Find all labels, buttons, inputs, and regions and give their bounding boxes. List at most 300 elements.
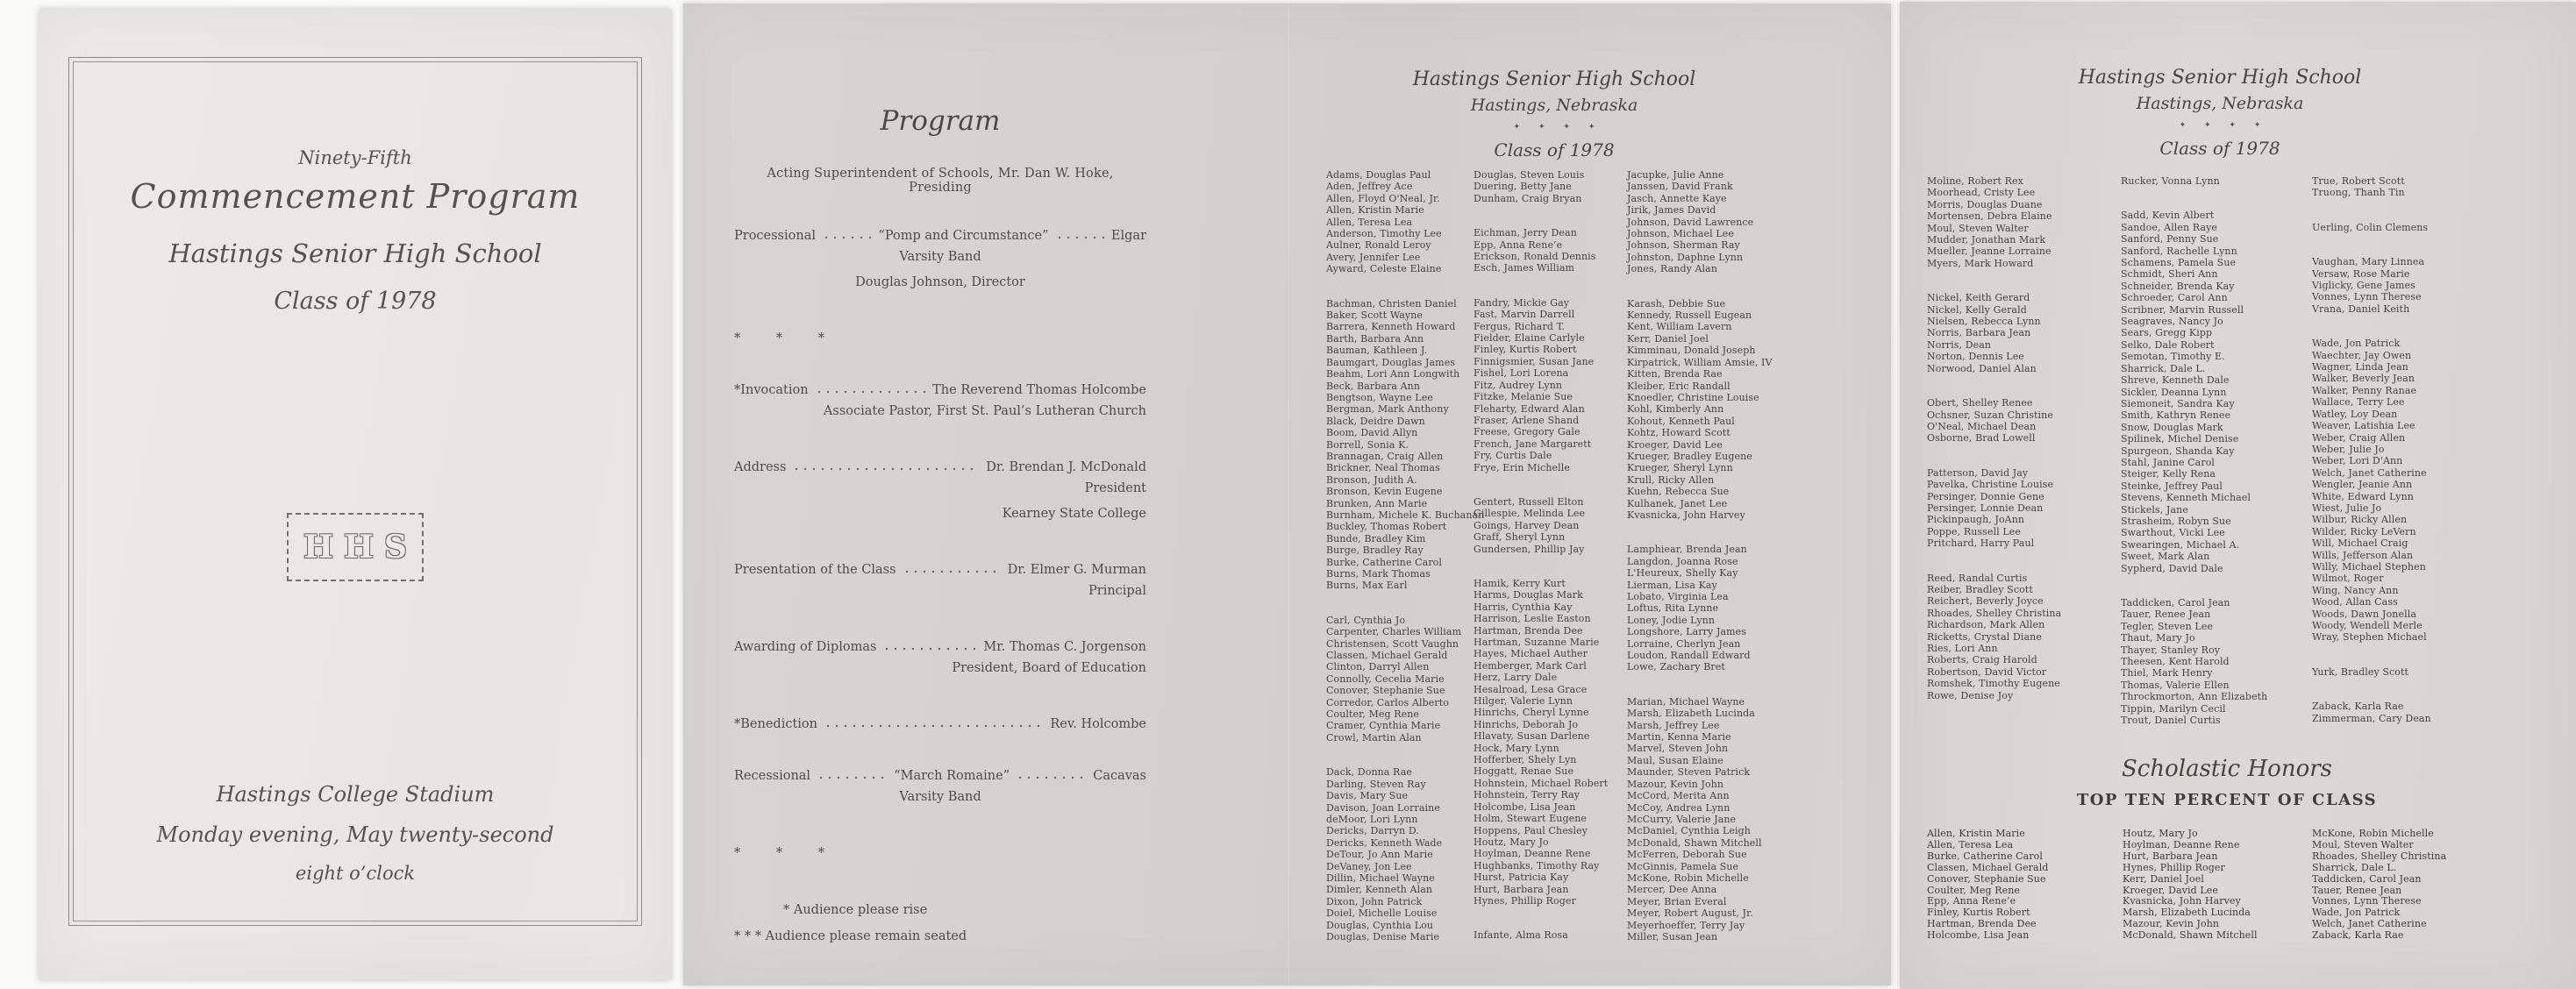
class-list-entry: Mudder, Jonathan Mark (1927, 234, 2046, 246)
class-list-entry: Adams, Douglas Paul (1326, 169, 1431, 181)
class-list-entry: Moorhead, Cristy Lee (1927, 187, 2036, 199)
class-list-entry: Infante, Alma Rosa (1474, 929, 1568, 942)
class-list-entry: Holcombe, Lisa Jean (1927, 929, 2030, 942)
class-list-entry: Bauman, Kathleen J. (1326, 345, 1428, 357)
class-list-entry: Theesen, Kent Harold (2121, 656, 2230, 668)
class-list-entry: Obert, Shelley Renee (1927, 397, 2033, 409)
class-list-entry: Loudon, Randall Edward (1627, 650, 1751, 662)
class-list-entry: Finley, Kurtis Robert (1474, 344, 1577, 356)
class-list-entry: Maunder, Steven Patrick (1627, 766, 1751, 779)
class-list-entry: Esch, James William (1474, 262, 1575, 274)
class-list-entry: Epp, Anna Rene’e (1927, 895, 2016, 907)
class-list-entry: Fraser, Arlene Shand (1474, 414, 1580, 426)
class-list-entry: Wade, Jon Patrick (2312, 338, 2401, 350)
class-list-entry: Willy, Michael Stephen (2312, 560, 2426, 573)
class-list-entry: Allen, Floyd O'Neal, Jr. (1326, 192, 1440, 204)
cover-school-name: Hastings Senior High School (168, 238, 542, 268)
class-list-entry: Holcombe, Lisa Jean (1474, 800, 1576, 813)
class-list-entry: Harrison, Leslie Easton (1474, 613, 1591, 625)
cover-class-line: Class of 1978 (274, 288, 437, 315)
class-list-entry: Selko, Dale Robert (2121, 338, 2215, 351)
program-item-right: Elgar (1110, 229, 1147, 243)
roster-heading-mid (1309, 67, 1800, 163)
class-list-entry: Strasheim, Robyn Sue (2121, 515, 2231, 527)
class-list-entry: Bengtson, Wayne Lee (1326, 391, 1433, 403)
class-list-entry: Fergus, Richard T. (1474, 320, 1565, 332)
class-list-entry: Kennedy, Russell Eugean (1627, 310, 1752, 322)
class-list-entry: Hohnstein, Terry Ray (1474, 789, 1581, 801)
class-list-entry: Hurt, Barbara Jean (2123, 850, 2218, 862)
program-item-subline: Varsity Band (899, 250, 981, 264)
asterisk-separator: * * * (734, 331, 840, 345)
class-list-entry: Hynes, Phillip Roger (2123, 861, 2225, 873)
class-list-entry: Thaut, Mary Jo (2121, 632, 2195, 644)
roster-letter-group (1627, 696, 1824, 943)
program-item-row (734, 639, 1146, 656)
class-list-entry: Erickson, Ronald Dennis (1474, 251, 1596, 263)
class-list-entry: Burns, Mark Thomas (1326, 568, 1431, 580)
class-list-entry: Wilbur, Ricky Allen (2312, 514, 2408, 526)
class-list-entry: Hoylman, Deanne Rene (2123, 838, 2240, 850)
class-list-entry: Woody, Wendell Merle (2312, 620, 2423, 631)
class-list-entry: Dericks, Kenneth Wade (1326, 836, 1443, 849)
roster-letter-group (1927, 573, 2124, 701)
cover-venue-line: Hastings College Stadium (216, 782, 495, 807)
dotted-leader (817, 771, 888, 779)
class-list-entry: Sanford, Penny Sue (2121, 233, 2219, 245)
class-list-entry: Burke, Catherine Carol (1326, 556, 1443, 568)
class-list-entry: McFerren, Deborah Sue (1627, 849, 1747, 861)
program-item (734, 459, 1146, 527)
roster-letter-group (1627, 298, 1824, 522)
program-item-label: *Benediction (734, 717, 817, 731)
class-list-entry: Classen, Michael Gerald (1326, 650, 1448, 662)
class-list-entry: French, Jane Margarett (1474, 438, 1592, 450)
class-list-entry: Wilmot, Roger (2312, 573, 2384, 585)
roster-letter-group (2312, 222, 2509, 233)
class-list-entry: McKone, Robin Michelle (2312, 828, 2434, 839)
roster-letter-group (2312, 338, 2509, 644)
roster-heading-school: Hastings Senior High School (2078, 67, 2362, 89)
class-list-entry: Stevens, Kenneth Michael (2121, 492, 2251, 504)
class-list-entry: Bronson, Judith A. (1326, 473, 1417, 486)
class-list-entry: Gundersen, Phillip Jay (1474, 543, 1585, 555)
class-list-entry: Loftus, Rita Lynne (1627, 602, 1719, 615)
program-item-subline: Douglas Johnson, Director (855, 275, 1025, 289)
class-list-entry: Johnson, Sherman Ray (1627, 239, 1740, 252)
class-list-entry: Allen, Kristin Marie (1927, 828, 2025, 839)
class-list-entry: Pritchard, Harry Paul (1927, 537, 2035, 550)
class-list-entry: Loney, Jodie Lynn (1627, 614, 1716, 626)
program-item-subline: Principal (1088, 584, 1146, 598)
class-list-entry: Harris, Cynthia Kay (1474, 601, 1573, 613)
dotted-leader (792, 462, 980, 471)
class-list-entry: Kirpatrick, William Amsie, IV (1627, 356, 1773, 368)
class-list-entry: Thomas, Valerie Ellen (2121, 679, 2230, 691)
class-list-entry: Moul, Steven Walter (2312, 838, 2414, 850)
roster-letter-group (1927, 292, 2124, 374)
class-list-entry: Gentert, Russell Elton (1474, 495, 1584, 508)
class-list-entry: Ochsner, Suzan Christine (1927, 409, 2053, 421)
class-list-entry: Rowe, Denise Joy (1927, 689, 2014, 701)
class-list-entry: Rhoades, Shelley Christina (1927, 607, 2062, 619)
program-footnote-rise: * Audience please rise (783, 903, 928, 917)
roster-letter-group (2312, 666, 2509, 678)
class-list-entry: Throckmorton, Ann Elizabeth (2121, 691, 2268, 703)
class-list-entry: Hesalroad, Lesa Grace (1474, 683, 1588, 695)
class-list-entry: Pavelka, Christine Louise (1927, 479, 2054, 491)
class-list-entry: Coulter, Meg Rene (1927, 884, 2021, 896)
roster-letter-group (2312, 175, 2509, 199)
class-list-entry: O'Neal, Michael Dean (1927, 420, 2037, 432)
class-list-entry: Allen, Kristin Marie (1326, 204, 1424, 217)
class-list-entry: Epp, Anna Rene’e (1474, 238, 1563, 251)
class-list-entry: Norris, Barbara Jean (1927, 327, 2031, 339)
class-list-entry: McDonald, Shawn Mitchell (1627, 836, 1762, 849)
class-list-entry: Reed, Randal Curtis (1927, 572, 2028, 584)
roster-letter-group (1927, 829, 2124, 942)
class-list-entry: Avery, Jennifer Lee (1326, 251, 1421, 263)
class-list-entry: Conover, Stephanie Sue (1326, 685, 1445, 697)
class-list-entry: Weber, Craig Allen (2312, 431, 2406, 444)
class-list-entry: Burnham, Michele K. Buchanan (1326, 509, 1485, 521)
class-list-entry: Kohtz, Howard Scott (1627, 427, 1730, 439)
class-list-entry: Schneider, Brenda Kay (2121, 280, 2235, 292)
program-item-row (734, 459, 1146, 476)
class-list-entry: Freese, Gregory Gale (1474, 426, 1581, 438)
roster-heading-city: Hastings, Nebraska (2136, 94, 2304, 113)
class-list-entry: Baumgart, Douglas James (1326, 356, 1456, 368)
roster-letter-group (2121, 597, 2318, 726)
class-list-entry: Mercer, Dee Anna (1627, 884, 1717, 896)
program-item-list (734, 228, 1146, 862)
honors-columns (1917, 829, 2537, 951)
class-list-entry: Marsh, Elizabeth Lucinda (2123, 907, 2251, 919)
class-list-entry: Brannagan, Craig Allen (1326, 450, 1444, 462)
class-list-entry: Trout, Daniel Curtis (2121, 715, 2221, 727)
class-list-entry: Hamik, Kerry Kurt (1474, 577, 1566, 589)
program-item-right: The Reverend Thomas Holcombe (932, 383, 1146, 397)
class-list-entry: Dericks, Darryn D. (1326, 825, 1419, 837)
class-list-entry: Houtz, Mary Jo (1474, 836, 1549, 848)
class-list-entry: Kimminau, Donald Joseph (1627, 345, 1756, 357)
class-list-entry: Steinke, Jeffrey Paul (2121, 480, 2223, 492)
class-list-entry: Janssen, David Frank (1627, 181, 1733, 193)
cover-series-line: Ninety-Fifth (298, 147, 412, 168)
class-list-entry: Sharrick, Dale L. (2312, 861, 2397, 873)
program-and-roster-page (683, 4, 1891, 985)
class-list-entry: Jasch, Annette Kaye (1627, 192, 1727, 204)
class-list-entry: Schmidt, Sheri Ann (2121, 268, 2218, 281)
class-list-entry: Sickler, Deanna Lynn (2121, 386, 2227, 398)
class-list-entry: Sweet, Mark Alan (2121, 551, 2210, 563)
class-list-entry: Patterson, David Jay (1927, 466, 2029, 479)
class-list-entry: Tippin, Marilyn Cecil (2121, 702, 2226, 715)
class-list-entry: Will, Michael Craig (2312, 537, 2408, 550)
class-list-entry: Truong, Thanh Tin (2312, 187, 2405, 199)
program-presiding-line: Acting Superintendent of Schools, Mr. Dan W. Hoke, Presiding (767, 167, 1114, 195)
roster-letter-group (1627, 169, 1824, 275)
class-list-entry: Thayer, Stanley Roy (2121, 644, 2221, 656)
program-item-right: Mr. Thomas C. Jorgenson (983, 640, 1146, 654)
roster-letter-group (2121, 210, 2318, 574)
class-list-entry: Roberts, Craig Harold (1927, 654, 2037, 666)
class-list-entry: Weaver, Latishia Lee (2312, 420, 2415, 432)
class-list-entry: Wills, Jefferson Alan (2312, 549, 2414, 561)
class-list-entry: Ricketts, Crystal Diane (1927, 630, 2042, 643)
class-list-entry: Vonnes, Lynn Therese (2312, 895, 2422, 907)
class-list-entry: Allen, Teresa Lea (1326, 216, 1413, 228)
class-list-entry: Allen, Teresa Lea (1927, 838, 2014, 850)
class-list-entry: Davis, Mary Sue (1326, 790, 1409, 802)
class-list-entry: Sears, Gregg Kipp (2121, 327, 2213, 339)
class-list-entry: Johnson, Michael Lee (1627, 228, 1734, 240)
program-item (734, 562, 1146, 604)
program-item-label: Recessional (734, 769, 811, 783)
scholastic-honors-section (1917, 756, 2537, 951)
program-item-subline: Associate Pastor, First St. Paul’s Lutheran Church (823, 404, 1146, 418)
class-list-entry: Hynes, Phillip Roger (1474, 894, 1576, 907)
class-list-entry: Vonnes, Lynn Therese (2312, 291, 2422, 303)
roster-column (2121, 175, 2318, 749)
class-list-entry: Wade, Jon Patrick (2312, 907, 2401, 919)
class-list-entry: Walker, Penny Ranae (2312, 384, 2417, 396)
program-title: Program (880, 105, 1001, 137)
class-list-entry: Myers, Mark Howard (1927, 257, 2034, 269)
class-list-entry: Persinger, Donnie Gene (1927, 490, 2044, 502)
class-list-entry: Nickel, Kelly Gerald (1927, 303, 2027, 316)
roster-letter-group (2123, 829, 2320, 942)
class-list-entry: Meyerhoeffer, Terry Jay (1627, 919, 1745, 931)
class-list-entry: Swearingen, Michael A. (2121, 538, 2240, 551)
class-list-entry: Krueger, Bradley Eugene (1627, 450, 1752, 462)
class-list-entry: Osborne, Brad Lowell (1927, 432, 2036, 445)
class-list-entry: Reiber, Bradley Scott (1927, 583, 2033, 595)
program-item-row (734, 562, 1146, 579)
class-list-entry: McCurry, Valerie Jane (1627, 813, 1737, 825)
class-list-entry: Mazour, Kevin John (1627, 778, 1724, 790)
class-list-entry: Moul, Steven Walter (1927, 222, 2029, 234)
class-list-entry: Uerling, Colin Clemens (2312, 221, 2429, 233)
program-item-label: *Invocation (734, 383, 809, 397)
class-list-entry: Harms, Douglas Mark (1474, 589, 1583, 601)
class-list-entry: Meyer, Robert August, Jr. (1627, 907, 1753, 920)
class-list-entry: Miller, Susan Jean (1627, 930, 1718, 943)
class-list-entry: Wallace, Terry Lee (2312, 396, 2405, 409)
roster-letter-group (2312, 256, 2509, 315)
class-list-entry: Hurst, Patricia Kay (1474, 872, 1569, 884)
class-list-entry: Romshek, Timothy Eugene (1927, 678, 2060, 690)
class-list-entry: Schroeder, Carol Ann (2121, 292, 2228, 304)
class-list-entry: Houtz, Mary Jo (2123, 828, 2198, 839)
class-list-entry: Zimmerman, Cary Dean (2312, 712, 2431, 724)
class-list-entry: Brickner, Neal Thomas (1326, 462, 1440, 474)
class-list-entry: DeTour, Jo Ann Marie (1326, 849, 1433, 861)
program-item (734, 639, 1146, 681)
class-list-entry: Douglas, Denise Marie (1326, 930, 1440, 943)
class-list-entry: Lierman, Lisa Kay (1627, 579, 1717, 591)
class-list-entry: Krueger, Sheryl Lynn (1627, 462, 1733, 474)
class-list-entry: Conover, Stephanie Sue (1927, 872, 2046, 885)
class-list-entry: deMoor, Lori Lynn (1326, 813, 1418, 825)
class-list-entry: Lorraine, Cherlyn Jean (1627, 637, 1741, 650)
class-list-entry: Sadd, Kevin Albert (2121, 210, 2215, 222)
class-list-entry: Marvel, Steven John (1627, 743, 1729, 755)
cover-page (39, 9, 672, 980)
class-list-entry: Spurgeon, Shanda Kay (2121, 445, 2235, 457)
class-list-entry: Johnston, Daphne Lynn (1627, 251, 1744, 263)
class-list-entry: Longshore, Larry James (1627, 626, 1747, 638)
roster-heading-class: Class of 1978 (1494, 139, 1615, 160)
class-list-entry: Christensen, Scott Vaughn (1326, 637, 1459, 650)
class-list-entry: Hlavaty, Susan Darlene (1474, 730, 1590, 743)
program-item (734, 382, 1146, 424)
class-list-entry: Lamphiear, Brenda Jean (1627, 544, 1747, 556)
class-list-entry: Meyer, Brian Everal (1627, 895, 1727, 907)
class-list-entry: Bronson, Kevin Eugene (1326, 486, 1443, 498)
class-list-entry: Mueller, Jeanne Lorraine (1927, 245, 2052, 258)
class-list-entry: Connolly, Cecelia Marie (1326, 672, 1445, 685)
class-list-entry: McDonald, Shawn Mitchell (2123, 929, 2258, 942)
program-item-label: Address (734, 460, 787, 474)
program-item-row (734, 382, 1146, 399)
class-list-entry: Krull, Ricky Allen (1627, 473, 1715, 486)
four-star-divider-icon: ✦ ✦ ✦ ✦ (1513, 123, 1603, 132)
class-list-entry: Fielder, Elaine Carlyle (1474, 332, 1585, 345)
class-list-entry: Watley, Loy Dean (2312, 408, 2398, 420)
class-list-entry: Jones, Randy Alan (1627, 263, 1717, 275)
class-list-entry: Kroeger, David Lee (2123, 884, 2218, 896)
class-list-entry: Ayward, Celeste Elaine (1326, 263, 1442, 275)
roster-letter-group (2312, 829, 2509, 942)
class-list-entry: Wiest, Julie Jo (2312, 502, 2382, 514)
class-list-entry: Kroeger, David Lee (1627, 438, 1723, 451)
class-list-entry: Hoggatt, Renae Sue (1474, 765, 1574, 778)
roster-letter-group (1927, 467, 2124, 550)
class-list-entry: Lobato, Virginia Lea (1627, 591, 1729, 602)
class-list-entry: Stickels, Jane (2121, 503, 2188, 516)
program-item-label: Awarding of Diplomas (734, 640, 877, 654)
class-list-entry: Bunde, Bradley Kim (1326, 532, 1426, 544)
class-list-entry: Hinrichs, Deborah Jo (1474, 718, 1579, 730)
class-list-entry: Welch, Janet Catherine (2312, 918, 2427, 930)
class-list-entry: Hinrichs, Cheryl Lynne (1474, 707, 1589, 719)
class-list-entry: Smith, Kathryn Renee (2121, 409, 2231, 422)
class-list-entry: Thiel, Mark Henry (2121, 667, 2213, 679)
class-list-entry: True, Robert Scott (2312, 175, 2405, 187)
program-item-row (734, 768, 1146, 785)
program-item-subline: Varsity Band (899, 790, 981, 804)
class-list-entry: Herz, Larry Dale (1474, 672, 1558, 684)
class-list-entry: White, Edward Lynn (2312, 490, 2414, 502)
class-list-entry: Taddicken, Carol Jean (2121, 597, 2230, 608)
class-list-entry: Frye, Erin Michelle (1474, 461, 1570, 473)
class-list-entry: Kitten, Brenda Rae (1627, 368, 1723, 381)
class-list-entry: McCord, Merita Ann (1627, 790, 1730, 802)
class-list-entry: Gillespie, Melinda Lee (1474, 508, 1586, 520)
honors-subtitle: TOP TEN PERCENT OF CLASS (2076, 791, 2378, 809)
class-list-entry: Ries, Lori Ann (1927, 643, 1998, 654)
class-list-entry: Hoylman, Deanne Rene (1474, 848, 1591, 860)
class-list-entry: Fast, Marvin Darrell (1474, 309, 1575, 321)
class-list-entry: Burns, Max Earl (1326, 580, 1408, 592)
class-list-entry: Marian, Michael Wayne (1627, 695, 1745, 708)
roster-letter-group (1927, 175, 2124, 269)
class-list-entry: Barrera, Kenneth Howard (1326, 321, 1456, 333)
class-list-entry: Fitz, Audrey Lynn (1474, 379, 1563, 391)
asterisk-separator: * * * (734, 846, 840, 860)
class-list-entry: Davison, Joan Lorraine (1326, 801, 1440, 814)
class-list-entry: Graff, Sheryl Lynn (1474, 531, 1566, 544)
class-list-entry: Kleiber, Eric Randall (1627, 380, 1730, 392)
class-list-entry: Black, Deidre Dawn (1326, 415, 1425, 427)
class-list-entry: Pickinpaugh, JoAnn (1927, 514, 2025, 526)
roster-column (2312, 175, 2509, 747)
class-list-entry: Reichert, Beverly Joyce (1927, 595, 2044, 608)
dotted-leader (815, 385, 927, 394)
class-list-entry: Siemoneit, Sandra Kay (2121, 397, 2235, 409)
class-list-entry: Burke, Catherine Carol (1927, 850, 2044, 862)
class-list-entry: Hemberger, Mark Carl (1474, 659, 1587, 672)
class-list-entry: Bachman, Christen Daniel (1326, 297, 1457, 310)
program-item-right: Cacavas (1093, 769, 1147, 783)
class-list-entry: Kent, William Lavern (1627, 321, 1732, 333)
class-list-entry: Dixon, John Patrick (1326, 895, 1423, 907)
class-list-entry: Fitzke, Melanie Sue (1474, 391, 1573, 403)
class-list-entry: Kvasnicka, John Harvey (2123, 895, 2241, 907)
class-list-entry: Hayes, Michael Auther (1474, 648, 1588, 660)
class-list-entry: Duering, Betty Jane (1474, 181, 1572, 193)
roster-heading-school: Hastings Senior High School (1412, 68, 1696, 90)
class-list-entry: Weber, Julie Jo (2312, 443, 2385, 455)
roster-column (1927, 829, 2124, 964)
class-list-entry: Buckley, Thomas Robert (1326, 521, 1447, 533)
class-list-entry: Nickel, Keith Gerard (1927, 292, 2030, 304)
program-item (734, 768, 1146, 810)
roster-letter-group (1627, 544, 1824, 672)
program-item-label: Processional (734, 229, 816, 243)
class-list-entry: Steiger, Kelly Rena (2121, 468, 2216, 480)
class-list-entry: Persinger, Lonnie Dean (1927, 502, 2044, 514)
program-section (734, 105, 1146, 950)
class-list-entry: McGinnis, Pamela Sue (1627, 860, 1739, 872)
class-list-entry: Johnson, David Lawrence (1627, 216, 1754, 228)
class-list-entry: Norris, Dean (1927, 338, 1992, 351)
roster-heading-city: Hastings, Nebraska (1470, 96, 1638, 115)
class-list-entry: Boom, David Allyn (1326, 427, 1418, 439)
class-list-entry: Spilinek, Michel Denise (2121, 433, 2239, 445)
class-list-entry: Poppe, Russell Lee (1927, 525, 2021, 537)
class-list-entry: L'Heureux, Shelly Kay (1627, 567, 1738, 580)
class-list-entry: Robertson, David Victor (1927, 665, 2047, 678)
class-list-entry: Beahm, Lori Ann Longwith (1326, 368, 1460, 381)
class-list-entry: Wray, Stephen Michael (2312, 631, 2427, 644)
class-list-entry: Sypherd, David Dale (2121, 562, 2223, 574)
class-list-entry: Doiel, Michelle Louise (1326, 907, 1438, 920)
roster-column (2123, 829, 2320, 964)
class-list-entry: McDaniel, Cynthia Leigh (1627, 825, 1751, 837)
class-list-entry: Stahl, Janine Carol (2121, 456, 2216, 468)
class-list-entry: Hurt, Barbara Jean (1474, 883, 1569, 895)
program-item (734, 716, 1146, 733)
dotted-leader (824, 719, 1044, 728)
cover-title: Commencement Program (130, 177, 581, 216)
class-list-entry: Dillin, Michael Wayne (1326, 872, 1435, 884)
class-list-entry: Eichman, Jerry Dean (1474, 227, 1577, 239)
program-item-center: “Pomp and Circumstance” (878, 229, 1049, 243)
roster-letter-group (1927, 397, 2124, 445)
class-list-entry: Sanford, Rachelle Lynn (2121, 245, 2237, 257)
